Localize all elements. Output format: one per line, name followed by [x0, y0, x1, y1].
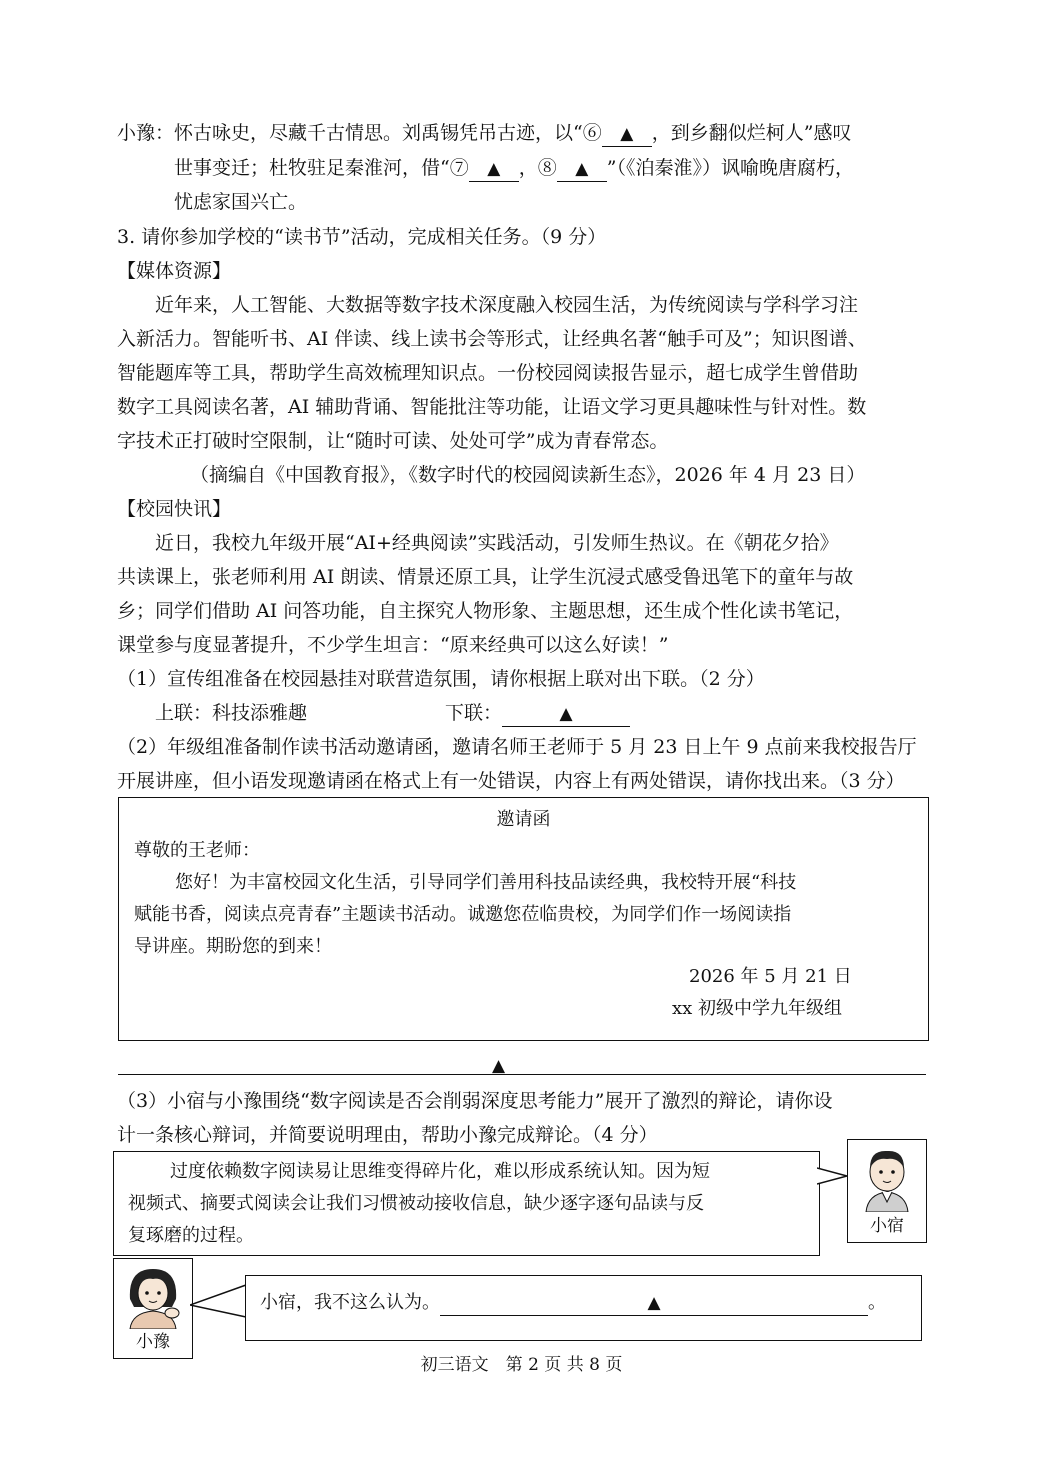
sub-question-1: （1）宣传组准备在校园悬挂对联营造氛围，请你根据上联对出下联。（2 分）: [117, 668, 765, 690]
girl-avatar-icon: [114, 1261, 192, 1329]
xiaoyu-speech-box: [245, 1275, 922, 1341]
page-footer: 初三语文 第 2 页 共 8 页: [420, 1355, 623, 1375]
xiaosu-speech-line: 复琢磨的过程。: [128, 1225, 254, 1246]
poem-line-2: [174, 153, 854, 183]
invitation-title: 邀请函: [496, 809, 551, 830]
invitation-body-line: 导讲座。期盼您的到来！: [134, 936, 332, 957]
xiaoyu-speech-line: [260, 1288, 886, 1318]
question-3-title: 3. 请你参加学校的“读书节”活动，完成相关任务。（9 分）: [117, 226, 607, 248]
news-paragraph-line: 近日，我校九年级开展“AI+经典阅读”实践活动，引发师生热议。在《朝花夕拾》: [155, 532, 839, 554]
triangle-icon: ▲: [647, 1293, 661, 1313]
media-paragraph-line: 数字工具阅读名著，AI 辅助背诵、智能批注等功能，让语文学习更具趣味性与针对性。数: [117, 396, 867, 418]
triangle-icon: ▲: [575, 159, 589, 179]
xiaosu-portrait: [847, 1139, 927, 1243]
media-paragraph-line: 字技术正打破时空限制，让“随时可读、处处可学”成为青春常态。: [117, 430, 669, 452]
couplet-lower-label: 下联：: [445, 702, 503, 724]
blank-number-8: ⑧: [537, 157, 557, 179]
separator: ，: [518, 157, 538, 179]
xiaosu-speech-line: 过度依赖数字阅读易让思维变得碎片化，难以形成系统认知。因为短: [170, 1161, 710, 1182]
poem-line-2-end: ”（《泊秦淮》）讽喻晚唐腐朽，: [606, 157, 854, 179]
xiaoyu-portrait: [113, 1258, 193, 1359]
invitation-signer: xx 初级中学九年级组: [672, 998, 843, 1019]
sub-question-2-line: 开展讲座，但小语发现邀请函在格式上有一处错误，内容上有两处错误，请你找出来。（3 分）: [117, 770, 905, 792]
couplet-upper: 上联：科技添雅趣: [155, 702, 308, 724]
sub-question-3-line: （3）小宿与小豫围绕“数字阅读是否会削弱深度思考能力”展开了激烈的辩论，请你设: [117, 1090, 833, 1112]
media-source: （摘编自《中国教育报》，《数字时代的校园阅读新生态》，2026 年 4 月 23 日）: [190, 464, 866, 486]
invitation-date: 2026 年 5 月 21 日: [689, 966, 852, 987]
sub-question-2-line: （2）年级组准备制作读书活动邀请函，邀请名师王老师于 5 月 23 日上午 9 点前来我校报告厅: [117, 736, 917, 758]
blank-number-7: ⑦: [449, 157, 469, 179]
invitation-body-line: 赋能书香，阅读点亮青春”主题读书活动。诚邀您莅临贵校，为同学们作一场阅读指: [134, 904, 792, 925]
debate-answer-blank[interactable]: [440, 1291, 868, 1316]
blank-number-6: ⑥: [582, 122, 602, 144]
answer-blank-6[interactable]: [602, 121, 652, 147]
triangle-icon: ▲: [620, 124, 634, 144]
poem-line-1-end: ，到乡翻似烂柯人”感叹: [651, 122, 852, 144]
media-paragraph-line: 智能题库等工具，帮助学生高效梳理知识点。一份校园阅读报告显示，超七成学生曾借助: [117, 362, 859, 384]
triangle-icon: ▲: [492, 1056, 506, 1076]
media-paragraph-line: 近年来，人工智能、大数据等数字技术深度融入校园生活，为传统阅读与学科学习注: [155, 294, 859, 316]
boy-avatar-icon: [848, 1142, 926, 1212]
media-heading: 【媒体资源】: [117, 260, 232, 282]
couplet-answer-blank[interactable]: [502, 701, 630, 727]
news-paragraph-line: 共读课上，张老师利用 AI 朗读、情景还原工具，让学生沉浸式感受鲁迅笔下的童年与故: [117, 566, 854, 588]
xiaoyu-speech-prefix: 小宿，我不这么认为。: [260, 1292, 440, 1313]
invitation-salutation: 尊敬的王老师：: [134, 840, 260, 861]
poem-line-1-text: 小豫：怀古咏史，尽藏千古情思。刘禹锡凭吊古迹，以“: [117, 122, 583, 144]
triangle-icon: ▲: [559, 704, 573, 724]
media-paragraph-line: 入新活力。智能听书、AI 伴读、线上读书会等形式，让经典名著“触手可及”；知识图谱、: [117, 328, 867, 350]
xiaosu-name: 小宿: [870, 1216, 904, 1236]
news-paragraph-line: 乡；同学们借助 AI 问答功能，自主探究人物形象、主题思想，还生成个性化读书笔记，: [117, 600, 854, 622]
speech-tail-icon: [190, 1283, 248, 1323]
poem-line-2-text: 世事变迁；杜牧驻足秦淮河，借“: [174, 157, 450, 179]
news-paragraph-line: 课堂参与度显著提升，不少学生坦言：“原来经典可以这么好读！”: [117, 634, 669, 656]
poem-line-1: [117, 118, 851, 148]
invitation-box: [118, 797, 929, 1041]
xiaosu-speech-box: [113, 1151, 820, 1256]
triangle-icon: ▲: [487, 159, 501, 179]
couplet-lower: [445, 698, 630, 728]
answer-blank-8[interactable]: [557, 156, 607, 182]
xiaosu-speech-line: 视频式、摘要式阅读会让我们习惯被动接收信息，缺少逐字逐句品读与反: [128, 1193, 704, 1214]
answer-blank-7[interactable]: [469, 156, 519, 182]
invitation-body-line: 您好！为丰富校园文化生活，引导同学们善用科技品读经典，我校特开展“科技: [175, 872, 797, 893]
xiaoyu-name: 小豫: [136, 1332, 170, 1352]
news-heading: 【校园快讯】: [117, 498, 232, 520]
sub-question-3-line: 计一条核心辩词，并简要说明理由，帮助小豫完成辩论。（4 分）: [117, 1124, 658, 1146]
xiaoyu-speech-suffix: 。: [868, 1292, 886, 1313]
invitation-answer-line[interactable]: [118, 1074, 926, 1075]
speech-tail-icon: [817, 1166, 849, 1188]
poem-line-3: 忧虑家国兴亡。: [174, 191, 308, 213]
